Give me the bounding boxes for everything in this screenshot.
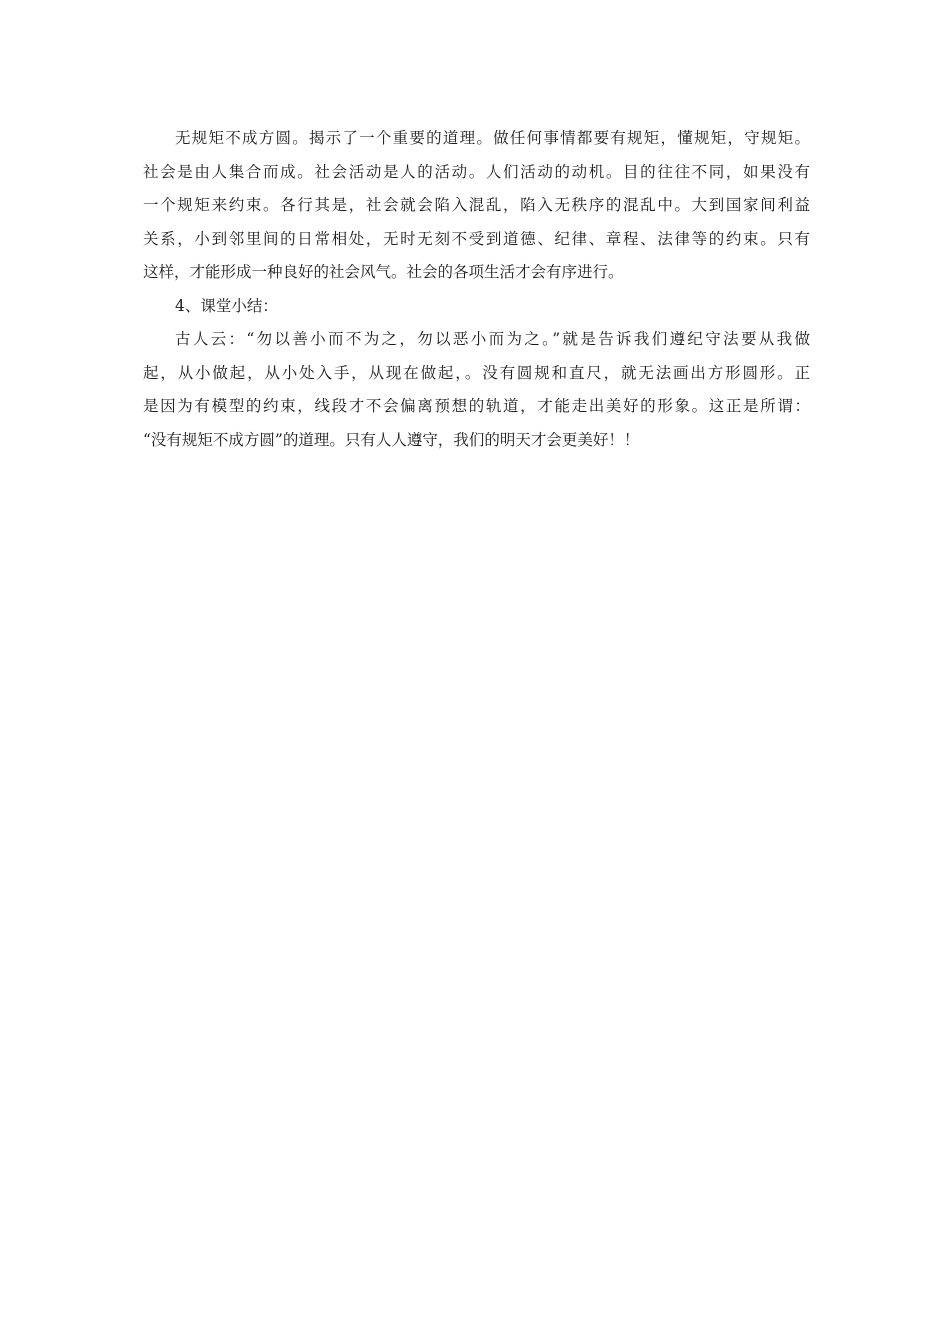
section-heading: 4、课堂小结： bbox=[175, 296, 278, 315]
document-body bbox=[143, 122, 810, 457]
paragraph-summary bbox=[143, 323, 810, 457]
paragraph-line: 关系，小到邻里间的日常相处，无时无刻不受到道德、纪律、章程、法律等的约束。只有 bbox=[143, 229, 810, 248]
paragraph-line: 一个规矩来约束。各行其是，社会就会陷入混乱，陷入无秩序的混乱中。大到国家间利益 bbox=[143, 196, 810, 214]
paragraph-line: 这样，才能形成一种良好的社会风气。社会的各项生活才会有序进行。 bbox=[143, 263, 624, 281]
paragraph-line: “没有规矩不成方圆”的道理。只有人人遵守，我们的明天才会更美好！！ bbox=[143, 430, 640, 449]
paragraph-line: 是因为有模型的约束，线段才不会偏离预想的轨道，才能走出美好的形象。这正是所谓： bbox=[143, 397, 810, 415]
paragraph-line: 社会是由人集合而成。社会活动是人的活动。人们活动的动机。目的往往不同，如果没有 bbox=[143, 162, 810, 181]
paragraph-line: 无规矩不成方圆。揭示了一个重要的道理。做任何事情都要有规矩，懂规矩，守规矩。 bbox=[175, 129, 810, 147]
paragraph-line: 起，从小做起，从小处入手，从现在做起，。没有圆规和直尺，就无法画出方形圆形。正 bbox=[143, 363, 810, 382]
paragraph-line: 古人云：“勿以善小而不为之，勿以恶小而为之。”就是告诉我们遵纪守法要从我做 bbox=[175, 330, 810, 348]
paragraph-rules bbox=[143, 122, 810, 290]
